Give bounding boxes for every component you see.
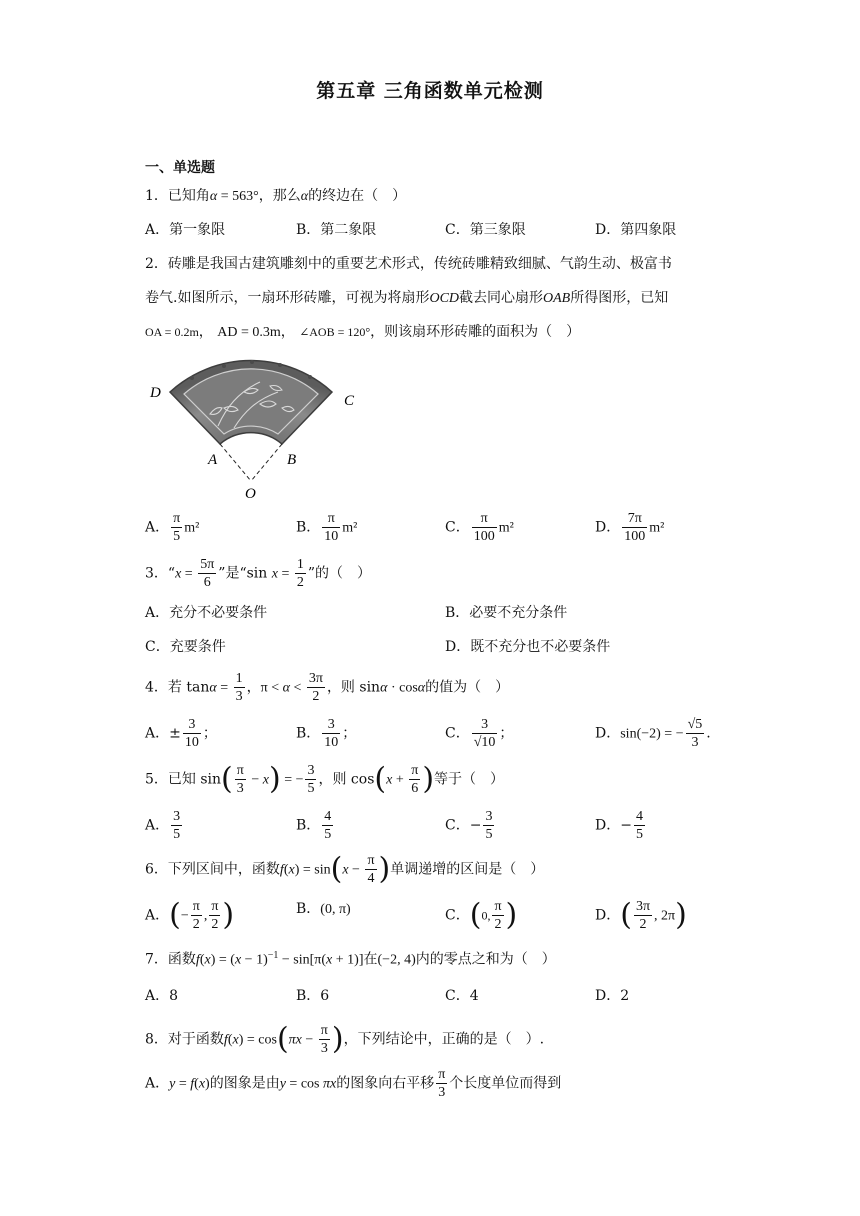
q2-line2c: 所得图形，已知 bbox=[570, 290, 669, 306]
section-heading: 一、单选题 bbox=[145, 160, 215, 176]
dashed-line-ob bbox=[251, 444, 282, 481]
q2-option-c[interactable]: C． $\frac{\pi}{100}$ m² bbox=[445, 511, 514, 544]
question-6: 6．下列区间中，函数f(x) = sin(x − $\frac{\pi}{4}$ )单调递增的区间是（ ） bbox=[145, 851, 545, 887]
q2-line-1: 2．砖雕是我国古建筑雕刻中的重要艺术形式，传统砖雕精致细腻、气韵生动、极富书 bbox=[145, 256, 672, 272]
q1-alpha2: α bbox=[300, 189, 309, 204]
q2-aob: ∠AOB = 120° bbox=[299, 325, 371, 339]
question-4: 4．若 tanα = $\frac{1}{3}$ ，π < α < $\frac{3\pi}{2}$ ，则 sinα · cosα的值为（ ） bbox=[145, 671, 510, 704]
q1-mid: ，那么 bbox=[258, 188, 301, 204]
q6-option-a[interactable]: A．(− $\frac{\pi}{2}$ , $\frac{\pi}{2}$ ) bbox=[145, 897, 235, 933]
q2-option-a[interactable]: A． $\frac{\pi}{5}$ m² bbox=[145, 511, 200, 544]
q2-oab: OAB bbox=[543, 291, 571, 306]
question-3: 3．“x = $\frac{5\pi}{6}$ ”是“sin x = $\frac{1}{2}$ ”的（ ） bbox=[145, 557, 372, 590]
q2-line2b: 截去同心扇形 bbox=[459, 290, 544, 306]
question-1 bbox=[145, 186, 406, 207]
label-b: B bbox=[287, 452, 297, 468]
q5-option-b[interactable]: B． $\frac{4}{5}$ bbox=[296, 809, 332, 842]
q5-option-a[interactable]: A． $\frac{3}{5}$ bbox=[145, 809, 181, 842]
q1-option-a[interactable]: A．第一象限 bbox=[145, 222, 226, 238]
label-a: A bbox=[208, 452, 218, 468]
q7-option-d[interactable]: D．2 bbox=[595, 988, 630, 1004]
q2-ad: AD = 0.3m bbox=[217, 325, 281, 340]
q2-line-3: OA = 0.2m， AD = 0.3m， ∠AOB = 120°，则该扇环形砖雕的面积为（ ） bbox=[145, 324, 581, 340]
label-c: C bbox=[344, 393, 355, 409]
question-7: 7．函数$f(x) = (x - 1)^{-1} - \sin[\pi(x + 1)]$在(−2, 4)内的零点之和为（ ） bbox=[145, 950, 556, 968]
q5-option-d[interactable]: D．− $\frac{4}{5}$ bbox=[595, 809, 643, 842]
q1-eq: = 563° bbox=[217, 189, 259, 204]
q3-option-b[interactable]: B．必要不充分条件 bbox=[445, 605, 568, 621]
q8-option-a[interactable]: A．y = f(x)的图象是由y = cos πx的图象向右平移 $\frac{\pi}{3}$ 个长度单位而得到 bbox=[145, 1067, 562, 1100]
q1-option-b[interactable]: B．第二象限 bbox=[296, 222, 377, 238]
q1-text: 1．已知角 bbox=[145, 188, 210, 204]
q2-oa: OA = 0.2m bbox=[145, 325, 199, 339]
q6-option-d[interactable]: D．( $\frac{3\pi}{2}$ , 2π) bbox=[595, 897, 687, 933]
dashed-line-oa bbox=[220, 444, 251, 481]
q3-option-d[interactable]: D．既不充分也不必要条件 bbox=[445, 639, 611, 655]
label-o: O bbox=[245, 486, 256, 502]
q5-option-c[interactable]: C．− $\frac{3}{5}$ bbox=[445, 809, 493, 842]
q4-option-a[interactable]: A．± $\frac{3}{10}$ ； bbox=[145, 717, 217, 750]
q6-option-b[interactable]: B．(0, π) bbox=[296, 901, 351, 917]
q7-option-a[interactable]: A．8 bbox=[145, 988, 179, 1004]
q1-alpha: α bbox=[209, 189, 218, 204]
annular-sector-figure bbox=[148, 352, 368, 504]
page-title: 第五章 三角函数单元检测 bbox=[316, 80, 544, 102]
question-5: 5．已知 sin( $\frac{\pi}{3}$ − x) = − $\frac{3}{5}$ ，则 cos(x + $\frac{\pi}{6}$ )等于（ ） bbox=[145, 761, 505, 797]
q6-option-c[interactable]: C．(0, $\frac{\pi}{2}$ ) bbox=[445, 897, 518, 933]
q1-option-c[interactable]: C．第三象限 bbox=[445, 222, 526, 238]
q7-option-b[interactable]: B．6 bbox=[296, 988, 330, 1004]
q2-option-b[interactable]: B． $\frac{\pi}{10}$ m² bbox=[296, 511, 358, 544]
q1-end: 的终边在（ ） bbox=[308, 188, 407, 204]
q2-option-d[interactable]: D． $\frac{7\pi}{100}$ m² bbox=[595, 511, 665, 544]
q1-option-d[interactable]: D．第四象限 bbox=[595, 222, 677, 238]
q2-ocd: OCD bbox=[429, 291, 460, 306]
q2-line3end: ，则该扇环形砖雕的面积为（ ） bbox=[370, 324, 581, 340]
question-8: 8．对于函数f(x) = cos(πx − $\frac{\pi}{3}$ )，下列结论中，正确的是（ ）. bbox=[145, 1021, 545, 1057]
label-d: D bbox=[150, 385, 161, 401]
q3-option-a[interactable]: A．充分不必要条件 bbox=[145, 605, 268, 621]
q4-option-d[interactable]: D．sin(−2) = − $\frac{√5}{3}$ . bbox=[595, 717, 711, 750]
q2-line-2 bbox=[145, 288, 668, 309]
q2-line2a: 卷气.如图所示，一扇环形砖雕，可视为将扇形 bbox=[145, 290, 430, 306]
q7-option-c[interactable]: C．4 bbox=[445, 988, 479, 1004]
q3-option-c[interactable]: C．充要条件 bbox=[145, 639, 226, 655]
q4-option-c[interactable]: C． $\frac{3}{√10}$ ； bbox=[445, 717, 514, 750]
q4-option-b[interactable]: B． $\frac{3}{10}$ ； bbox=[296, 717, 357, 750]
